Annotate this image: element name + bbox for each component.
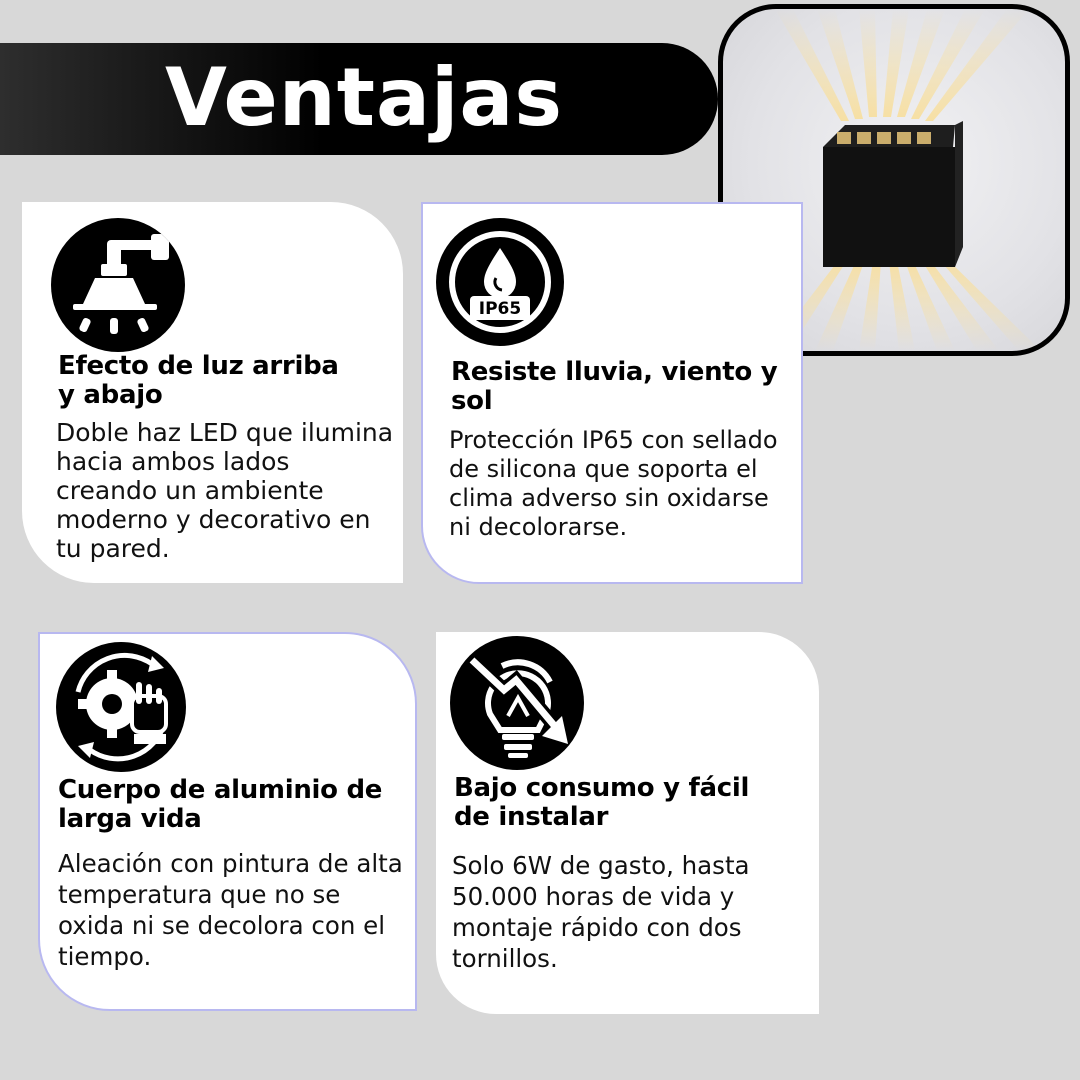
feature-description: Solo 6W de gasto, hasta 50.000 horas de vida y montaje rápido con dos tornillos. <box>452 851 750 973</box>
feature-title: Cuerpo de aluminio de larga vida <box>58 775 383 834</box>
feature-card-aluminum-body <box>38 632 417 1011</box>
feature-description: Aleación con pintura de alta temperatura que no se oxida ni se decolora con el tiempo. <box>58 849 403 971</box>
feature-card-weather-resistant <box>421 202 803 584</box>
ip65-badge: IP65 <box>478 299 522 319</box>
gear-hand-icon <box>56 642 186 772</box>
feature-card-up-down-light <box>22 202 403 583</box>
page-title: Ventajas <box>165 51 563 144</box>
feature-description: Doble haz LED que ilumina hacia ambos lados creando un ambiente moderno y decorativo en tu pared. <box>56 418 394 563</box>
bulb-down-arrow-icon <box>450 636 584 770</box>
feature-title: Bajo consumo y fácil de instalar <box>454 773 750 832</box>
feature-title: Efecto de luz arriba y abajo <box>58 351 339 410</box>
ip65-water-drop-icon <box>436 218 564 346</box>
feature-description: Protección IP65 con sellado de silicona que soporta el clima adverso sin oxidarse ni decolorarse. <box>449 426 778 541</box>
feature-card-low-consumption <box>436 632 819 1014</box>
feature-title: Resiste lluvia, viento y sol <box>451 357 778 416</box>
shower-light-icon <box>51 218 185 352</box>
